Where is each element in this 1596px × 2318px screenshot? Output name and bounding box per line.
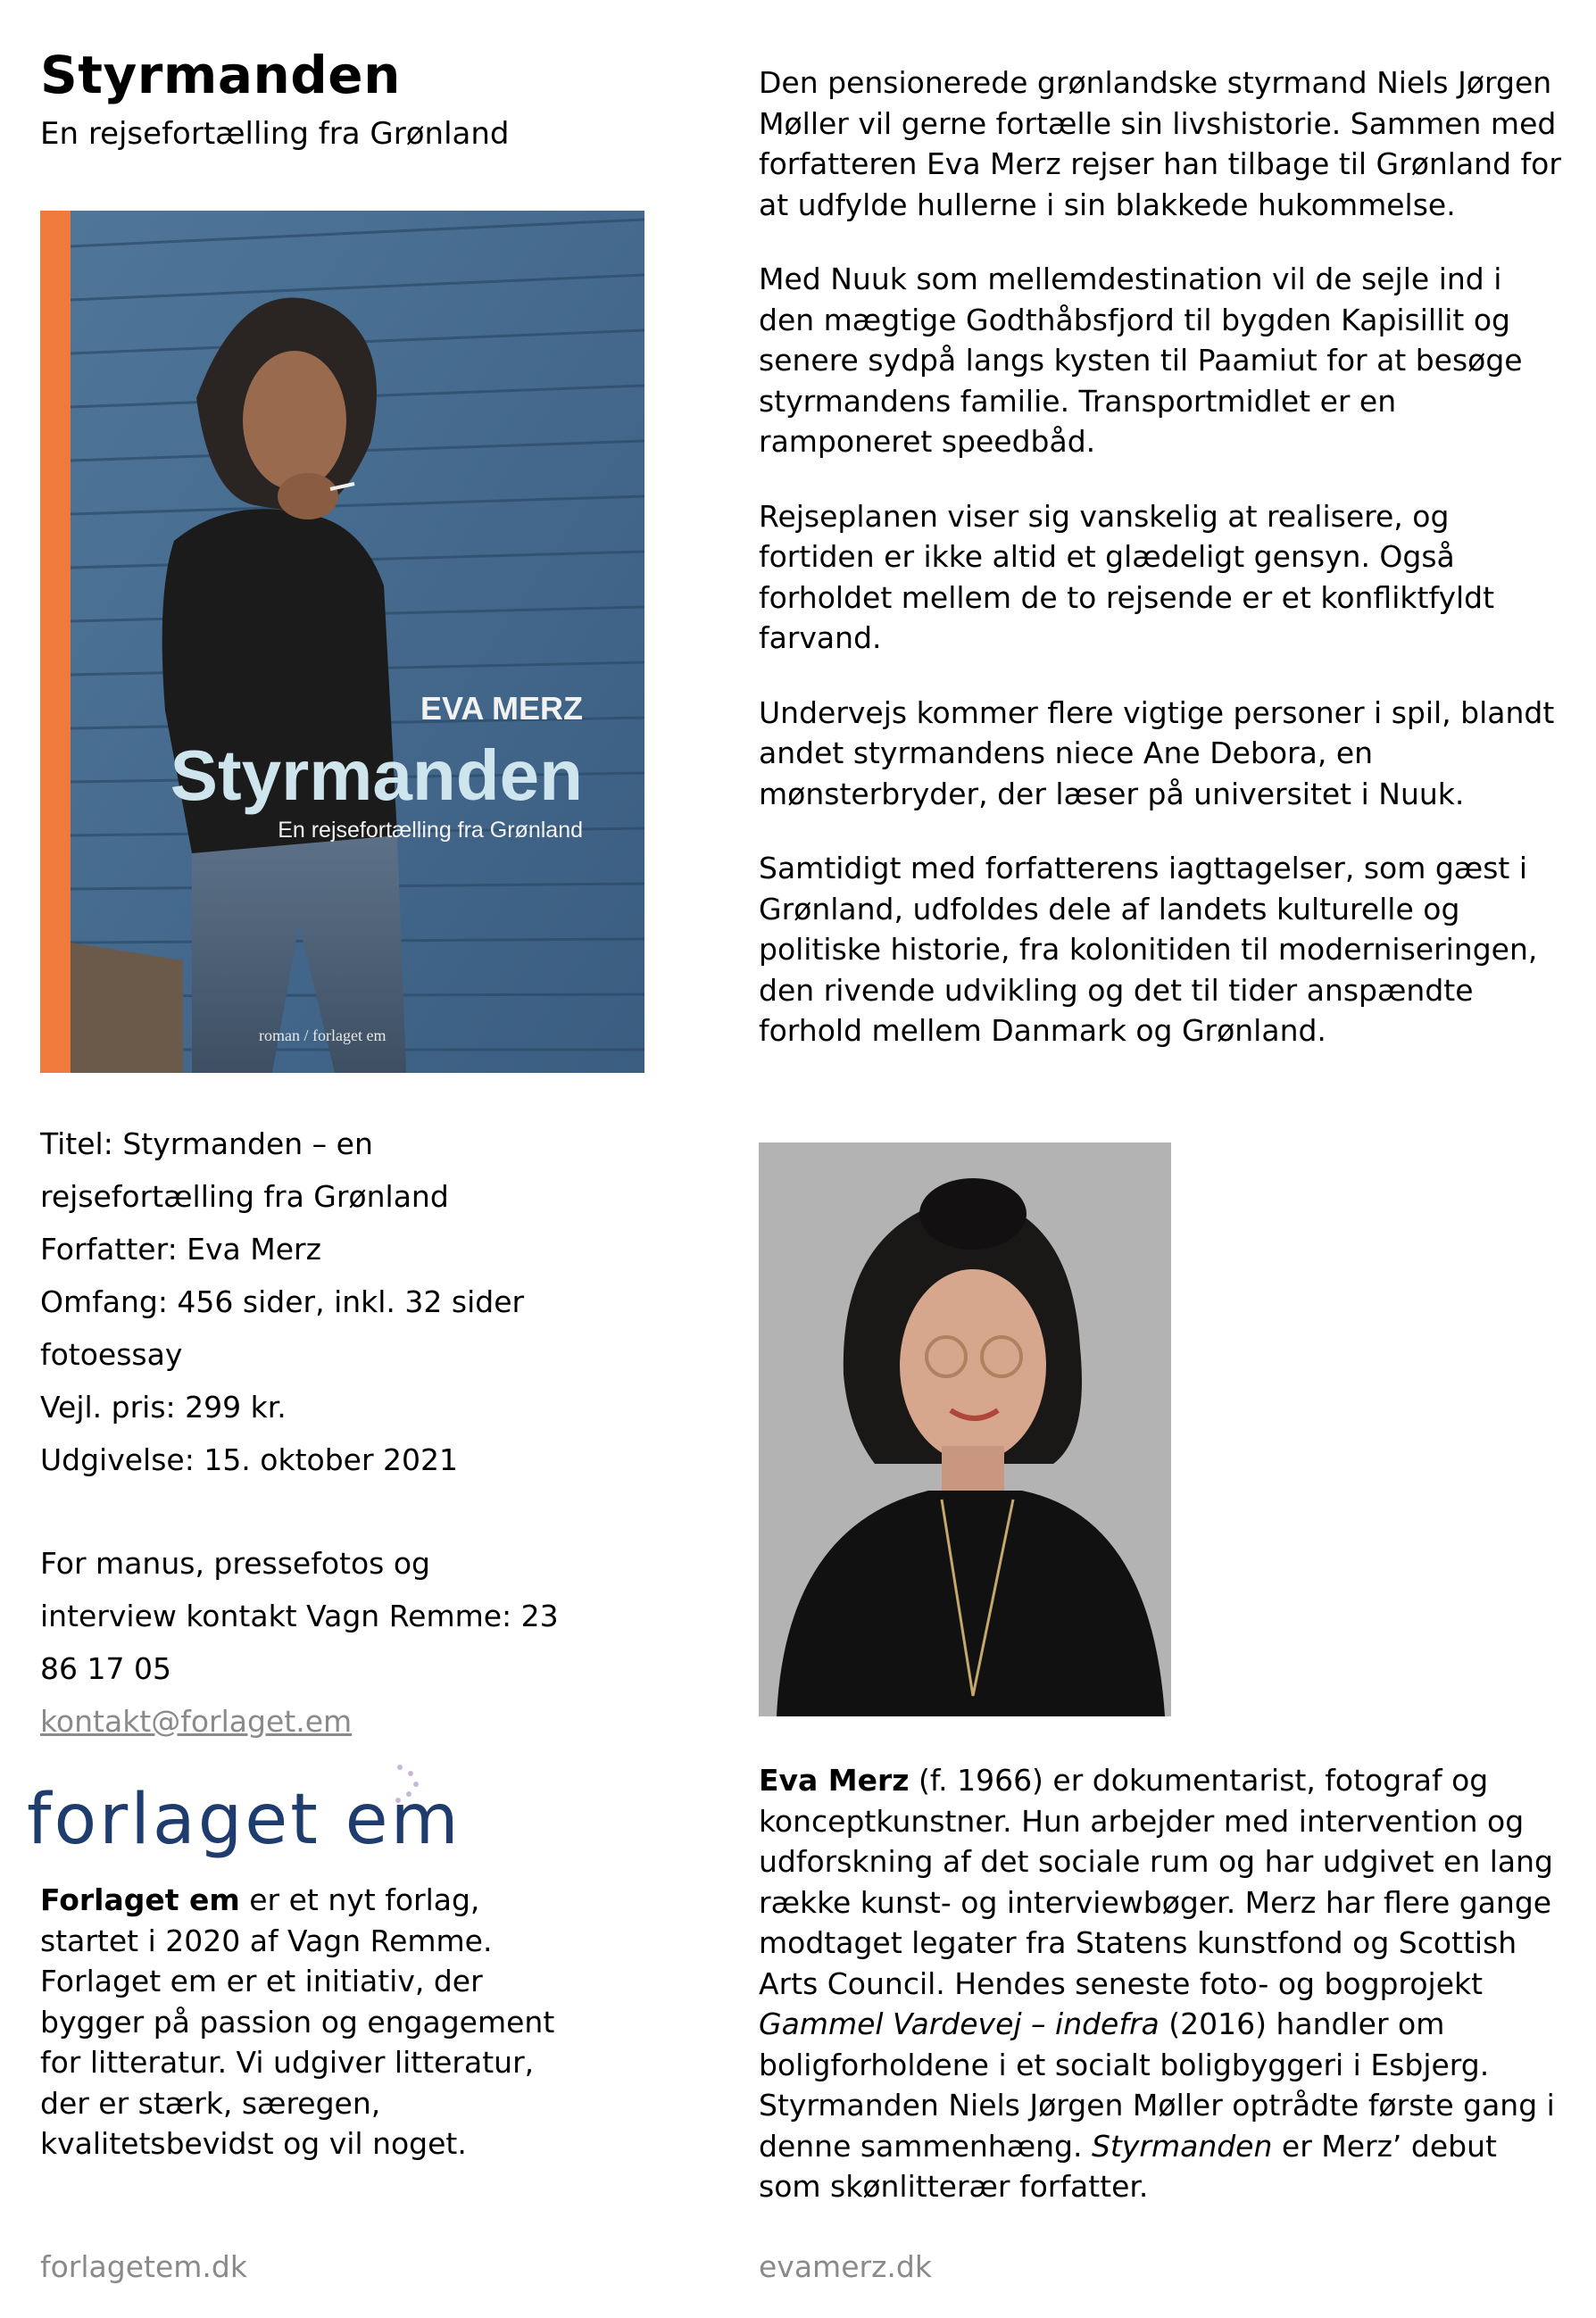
publisher-logo [25, 1754, 476, 1861]
fact-title: Titel: Styrmanden – en rejsefortælling fra Grønland [40, 1126, 449, 1214]
logo-wordmark: forlaget em [27, 1780, 461, 1860]
fact-extent: Omfang: 456 sider, inkl. 32 sider fotoessay [40, 1284, 525, 1372]
fact-author: Forfatter: Eva Merz [40, 1232, 321, 1267]
book-subtitle: En rejsefortælling fra Grønland [40, 116, 510, 152]
cover-subtitle: En rejsefortælling fra Grønland [278, 818, 583, 843]
book-title: Styrmanden [40, 45, 401, 105]
contact-text: For manus, pressefotos og interview kontakt Vagn Remme: 23 86 17 05 [40, 1546, 559, 1686]
publisher-description [40, 1880, 567, 2164]
book-description [759, 62, 1562, 1085]
author-bio-book-title: Styrmanden [1091, 2128, 1273, 2164]
cover-imprint: roman / forlaget em [259, 1026, 387, 1044]
author-bio-text: (2016) handler om boligforholdene i et socialt boligbyggeri i Esbjerg. Styrmanden Niels Jørgen Møller optrådte første gang i denne sammenhæng. [759, 2006, 1555, 2164]
press-contact [40, 1537, 567, 1748]
author-website-link[interactable]: evamerz.dk [759, 2249, 932, 2284]
book-facts [40, 1117, 576, 1486]
author-bio-text: (f. 1966) er dokumentarist, fotograf og konceptkunstner. Hun arbejder med intervention og udforskning af det sociale rum og har udgivet en lang række kunst- og interviewbøger. Merz har flere gange modtaget legater fra Statens kunstfond og Scottish Arts Council. Hendes seneste foto- og bogprojekt [759, 1763, 1554, 2001]
author-photo [759, 1142, 1171, 1716]
description-paragraph: Den pensionerede grønlandske styrmand Niels Jørgen Møller vil gerne fortælle sin livshistorie. Sammen med forfatteren Eva Merz rejser han tilbage til Grønland for at udfylde hullerne i sin blakkede hukommelse. [759, 65, 1561, 222]
description-paragraph: Undervejs kommer flere vigtige personer i spil, blandt andet styrmandens niece Ane Debora, en mønsterbryder, der læser på universitet i Nuuk. [759, 694, 1555, 811]
publisher-website-link[interactable]: forlagetem.dk [40, 2249, 247, 2284]
author-bio-work-title: Gammel Vardevej – indefra [759, 2006, 1160, 2041]
cover-title: Styrmanden [170, 735, 583, 815]
fact-release: Udgivelse: 15. oktober 2021 [40, 1442, 459, 1477]
publisher-blurb-text: er et nyt forlag, startet i 2020 af Vagn Remme. Forlaget em er et initiativ, der bygger på passion og engagement for litteratur. Vi udgiver litteratur, der er stærk, særegen, kvalitetsbevidst og vil noget. [40, 1882, 555, 2161]
description-paragraph: Med Nuuk som mellemdestination vil de sejle ind i den mægtige Godthåbsfjord til bygden Kapisillit og senere sydpå langs kysten til Paamiut for at besøge styrmandens familie. Transportmidlet er en ramponeret speedbåd. [759, 262, 1523, 459]
book-cover-image [40, 211, 644, 1073]
description-paragraph: Rejseplanen viser sig vanskelig at realisere, og fortiden er ikke altid et glædeligt gensyn. Også forholdet mellem de to rejsende er et konfliktfyldt farvand. [759, 498, 1495, 655]
fact-price: Vejl. pris: 299 kr. [40, 1390, 287, 1425]
contact-email-link[interactable]: kontakt@forlaget.em [40, 1704, 353, 1739]
publisher-name: Forlaget em [40, 1882, 240, 1917]
author-bio-text: er Merz’ debut som skønlitterær forfatter. [759, 2128, 1497, 2204]
author-name: Eva Merz [759, 1763, 910, 1798]
description-paragraph: Samtidigt med forfatterens iagttagelser, som gæst i Grønland, udfoldes dele af landets kulturelle og politiske historie, fra kolonitiden til moderniseringen, den rivende udvikling og det til tider anspændte forhold mellem Danmark og Grønland. [759, 851, 1538, 1048]
cover-spine [40, 211, 71, 1073]
cover-author: EVA MERZ [420, 690, 583, 727]
author-biography [759, 1760, 1562, 2207]
